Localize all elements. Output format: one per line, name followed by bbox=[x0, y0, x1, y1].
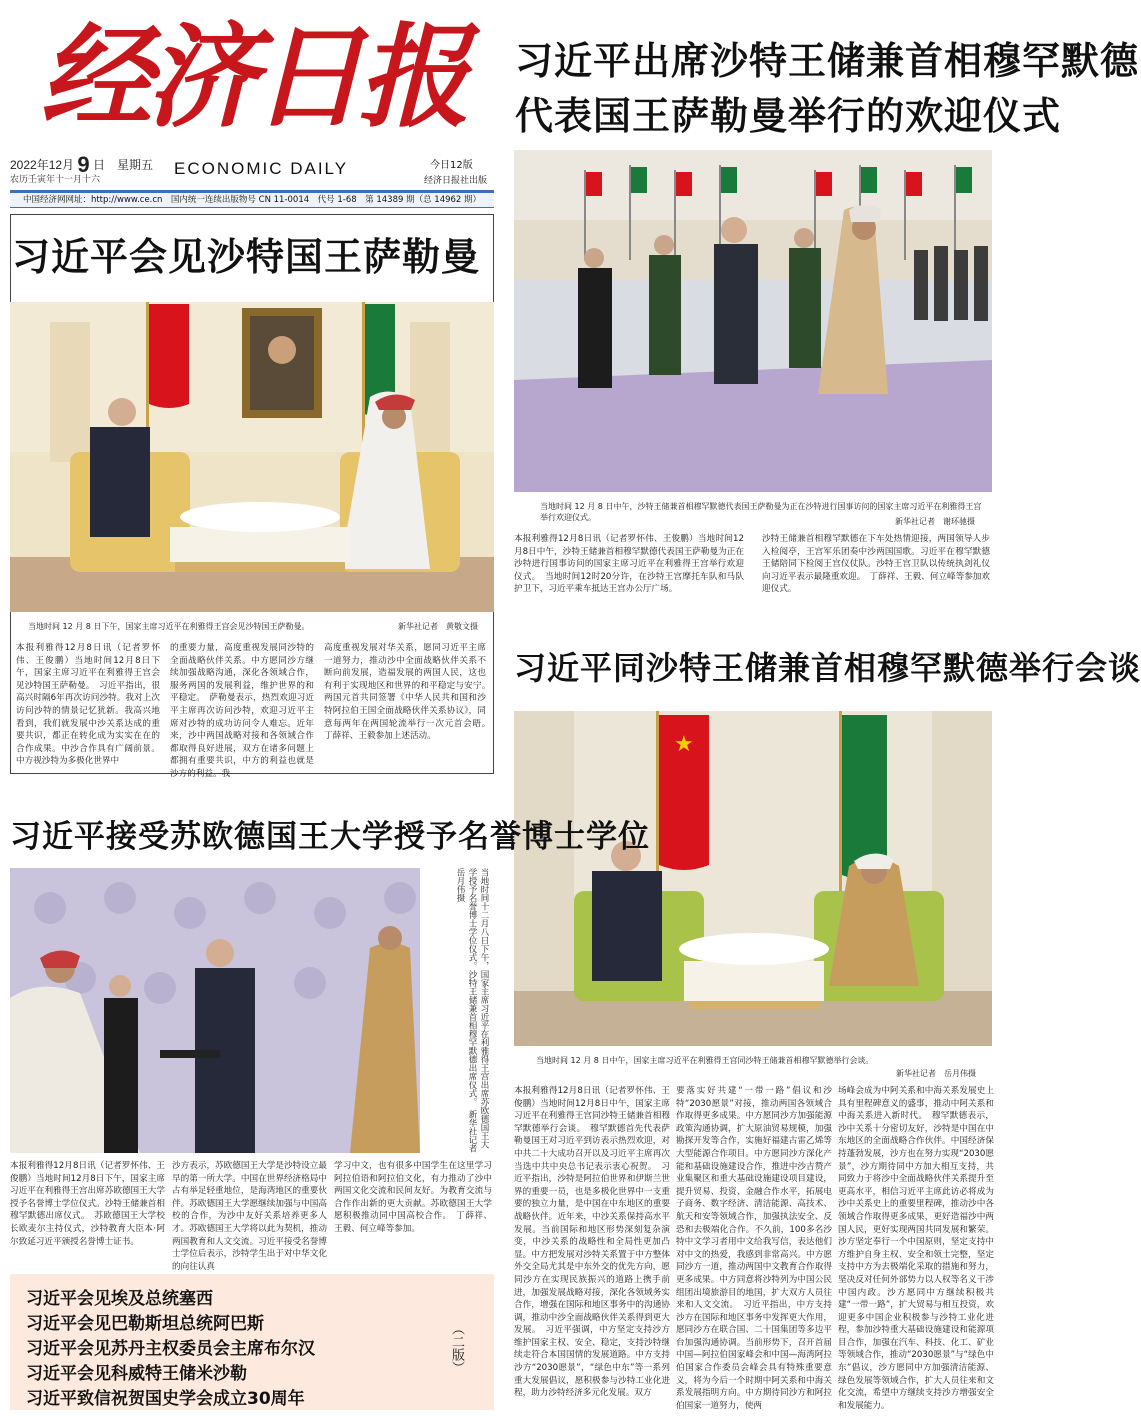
photo-crown-prince-talks bbox=[514, 711, 992, 1046]
credit-crown-prince-talks: 新华社记者 岳月伟摄 bbox=[896, 1069, 976, 1078]
headline-king-meeting: 习近平会见沙特国王萨勒曼 bbox=[12, 235, 481, 279]
body-degree-col3: 学习中文，也有很多中国学生在这里学习阿拉伯语和阿拉伯文化，有力推动了沙中两国文化交流和民间友好。为教育交流与合作作出新的更大贡献。苏欧德国王大学愿积极推动同中国高校合作。 丁薛祥、王毅、何立峰等参加。 bbox=[334, 1161, 492, 1234]
body-talks-col1: 本报利雅得12月8日讯（记者罗怀伟、王俊鹏）当地时间12月8日中午，国家主席习近平在利雅得王宫同沙特王储兼首相穆罕默德举行会谈。 穆罕默德首先代表萨勒曼国王对习近平到访表示热烈欢迎，对中共二十大成功召开以及习近平主席再次当选中共中央总书记表示衷心祝贺。 习近平指出，沙特是阿拉伯世界和伊斯兰世界的重要一员，也是多极化世界中一支重要的独立力量，是中国在中东地区的重要战略伙伴。近年来，中沙关系保持高水平发展。当前国际和地区形势深刻复杂演变，中沙关系的战略性和全局性更加凸显。中方把发展对沙特关系置于中方整体外交全局尤其是中东外交的优先方向，愿同沙方在实现民族振兴的道路上携手前进，加强发展战略对接，深化各领域务实合作，增强在国际和地区事务中的沟通协调，推动中沙全面战略伙伴关系得到更大发展。 习近平强调，中方坚定支持沙方维护国家主权、安全、稳定，支持沙特继续走符合本国国情的发展道路。中方支持沙方“2030愿景”，“绿色中东”等一系列重大发展倡议，愿积极参与沙特工业化进程，助力沙特经济多元化发展。双方 bbox=[514, 1086, 670, 1399]
today-pages: 今日12版 bbox=[430, 160, 473, 171]
headline-crown-prince-talks: 习近平同沙特王储兼首相穆罕默德举行会谈 bbox=[514, 649, 1141, 687]
credit-king-meeting: 新华社记者 黄敬文摄 bbox=[398, 622, 478, 631]
body-welcome-right: 沙特王储兼首相穆罕默德在下车处热情迎接，两国领导人步入检阅亭，王宫军乐团奏中沙两国国歌。习近平在穆罕默德王储陪同下检阅王宫仪仗队。沙特王宫卫队以传统执剑礼仪向习近平表示最隆重欢迎。 丁薛祥、王毅、何立峰等参加欢迎仪式。 bbox=[762, 534, 990, 595]
credit-welcome-ceremony: 新华社记者 谢环驰摄 bbox=[895, 517, 975, 526]
index-item[interactable]: 习近平会见埃及总统塞西 bbox=[26, 1289, 213, 1309]
index-item[interactable]: 习近平会见科威特王储米沙勒 bbox=[26, 1364, 247, 1384]
body-degree-col1: 本报利雅得12月8日讯（记者罗怀伟、王俊鹏）当地时间12月8日下午，国家主席习近平在利雅得王宫出席苏欧德国王大学授予名誉博士学位仪式。沙特王储兼首相穆罕默德出席仪式。 苏欧德国王大学校长欧麦尔主持仪式，沙特教育大臣本·阿尔致延习近平颁授名誉博士证书。 bbox=[10, 1161, 165, 1247]
index-box bbox=[10, 1274, 494, 1410]
caption-welcome-ceremony: 当地时间 12 月 8 日中午，沙特王储兼首相穆罕默德代表国王萨勒曼为正在沙特进行国事访问的国家主席习近平在利雅得王宫举行欢迎仪式。 bbox=[540, 502, 982, 522]
photo-welcome-ceremony bbox=[514, 150, 992, 492]
body-talks-col3: 场峰会成为中阿关系和中海关系发展史上具有里程碑意义的盛事，推动中阿关系和中海关系进入新时代。 穆罕默德表示，沙中关系十分密切友好，沙特是中国在中东地区的全面战略合作伙伴。中国经济保持蓬勃发展，沙方也在努力实现“2030愿景”，沙方期待同中方加大相互支持，共同致力于将沙中全面战略伙伴关系提升至更高水平，相信习近平主席此访必将成为沙中关系史上的重要里程碑，推动沙中各领域合作取得更多成果，更好造福沙中两国人民，更好实现两国共同发展和繁荣。沙方坚定奉行一个中国原则，坚定支持中方维护自身主权、安全和领土完整，坚定支持中方为去极端化采取的措施和努力，坚决反对任何外部势力以人权等名义干涉中国内政。沙方愿同中方继续积极共建“一带一路”，扩大贸易与相互投资，欢迎更多中国企业积极参与沙特工业化进程，参加沙特重大基础设施建设和能源项目合作，加强在汽车、科技、化工、矿业等领域合作，推动“2030愿景”与“绿色中东”倡议，沙方愿同中方加强清洁能源、绿色发展等领域合作，扩大人员往来和文化交流，希望中方继续支持沙方增强安全和发展能力。 bbox=[838, 1086, 994, 1411]
lunar-date: 农历壬寅年十一月十六 bbox=[10, 175, 101, 185]
body-king-col3: 高度重视发展对华关系，愿同习近平主席一道努力，推动沙中全面战略伙伴关系不断向前发展，造福发展的两国人民，这也有利于实现地区和世界的和平稳定与安宁。 两国元首共同签署《中华人民共和国和沙特阿拉伯王国全面战略伙伴关系协议》，同意每两年在两国轮流举行一次元首会晤。 丁薛祥、王毅参加上述活动。 bbox=[324, 643, 495, 742]
index-page-ref: （二版） bbox=[449, 1322, 464, 1374]
caption-crown-prince-talks: 当地时间 12 月 8 日中午，国家主席习近平在利雅得王宫同沙特王储兼首相穆罕默德举行会谈。 bbox=[536, 1056, 874, 1065]
issue-date: 2022年12月 9 日 星期五 bbox=[10, 152, 154, 177]
info-bar: 中国经济网网址：http://www.ce.cn 国内统一连续出版物号 CN 11-0014 代号 1-68 第 14389 期（总 14962 期） bbox=[10, 190, 494, 208]
index-item[interactable]: 习近平会见巴勒斯坦总统阿巴斯 bbox=[26, 1314, 264, 1334]
body-degree-col2: 沙方表示，苏欧德国王大学是沙特设立最早的第一所大学。中国在世界经济格局中占有举足轻重地位，是海湾地区的重要伙伴。苏欧德国王大学愿继续加强与中国高校的合作，为沙中友好关系培养更多人才。苏欧德国王大学将以此为契机，推动两国教育和人文交流。习近平接受名誉博士学位后表示，沙特学生出于对中华文化的向往认真 bbox=[172, 1161, 327, 1272]
index-item[interactable]: 习近平会见苏丹主权委员会主席布尔汉 bbox=[26, 1339, 315, 1359]
svg-text:★: ★ bbox=[674, 732, 694, 757]
masthead-logo: 经济日报 bbox=[40, 12, 464, 143]
headline-welcome-ceremony-1: 习近平出席沙特王储兼首相穆罕默德 bbox=[515, 39, 1140, 83]
headline-welcome-ceremony-2: 代表国王萨勒曼举行的欢迎仪式 bbox=[515, 94, 1062, 138]
publisher: 经济日报社出版 bbox=[424, 176, 488, 186]
caption-king-meeting: 当地时间 12 月 8 日下午，国家主席习近平在利雅得王宫会见沙特国王萨勒曼。 bbox=[28, 622, 310, 631]
body-welcome-left: 本报利雅得12月8日讯（记者罗怀伟、王俊鹏）当地时间12月8日中午，沙特王储兼首相穆罕默德代表国王萨勒曼为正在沙特进行国事访问的国家主席习近平在利雅得王宫举行欢迎仪式。 当地时间12时20分许，在沙特王宫摩托车队和马队护卫下，习近平乘车抵达王宫办公厅广场。 bbox=[514, 534, 744, 595]
english-name: ECONOMIC DAILY bbox=[174, 159, 349, 178]
photo-honorary-degree bbox=[10, 868, 420, 1153]
vertical-caption-honorary-degree: 当地时间十二月八日下午，国家主席习近平在利雅得王宫出席苏欧德国王大学授予名誉博士学位仪式。沙特王储兼首相穆罕默德出席仪式。 新华社记者 岳月伟摄 bbox=[455, 868, 489, 1162]
body-talks-col2: 要落实好共建“一带一路”倡议和沙特“2030愿景”对接，推动两国各领域合作取得更多成果。中方愿同沙方加强能源政策沟通协调，扩大原油贸易规模，加强勘探开发等合作，实施好福建古雷乙烯等大型能源合作项目。中方愿同沙方深化产能和基础设施建设合作，推进中沙吉赞产业集聚区和重大基础设施建设项目建设，提升贸易、投资、金融合作水平，拓展电子商务、数字经济、清洁能源、高技术、航天和安等领域合作，加强执法安全、反恐和去极端化合作。不久前，100多名沙特中文学习者用中文给我写信，表达他们对中文的热爱，我感到非常高兴。中方愿同沙方一道，推动两国中文教育合作取得更多成果。中方同意将沙特列为中国公民组团出境旅游目的地国，扩大双方人员往来和人文交流。 习近平指出，中方支持沙方在国际和地区事务中发挥更大作用，愿同沙方在联合国、二十国集团等多边平台加强沟通协调。当前形势下，召开首届中国—阿拉伯国家峰会和中国—海湾阿拉伯国家合作委员会峰会具有特殊重要意义，将为今后一个时期中阿关系和中海关系发展指明方向。中方期待同沙方和阿拉伯国家一道努力，使两 bbox=[676, 1086, 832, 1411]
photo-king-meeting bbox=[10, 302, 494, 612]
body-king-col2: 的重要力量，高度重视发展同沙特的全面战略伙伴关系。中方愿同沙方继续加强战略沟通，深化各领域合作，服务两国的发展利益，维护世界的和平稳定。 萨勒曼表示，热烈欢迎习近平主席再次访问沙特，欢迎习近平主席对沙特的成功访问令人难忘。近年来，沙中两国战略对接和各领域合作都取得良好进展，双方在诸多问题上都拥有重要共识，中方的利益也就是沙方的利益。我 bbox=[170, 643, 314, 779]
body-king-col1: 本报利雅得12月8日讯（记者罗怀伟、王俊鹏）当地时间12月8日下午，国家主席习近平在利雅得王宫会见沙特国王萨勒曼。 习近平指出，很高兴时隔6年再次访问沙特。我对上次访问沙特的情景记忆犹新。我高兴地看到，我们就发展中沙关系达成的重要共识，都正在转化成为实实在在的合作成果。中沙合作具有广阔前景。中方视沙特为多极化世界中 bbox=[16, 643, 160, 767]
headline-honorary-degree: 习近平接受苏欧德国王大学授予名誉博士学位 bbox=[10, 819, 650, 855]
index-item[interactable]: 习近平致信祝贺国史学会成立30周年 bbox=[26, 1389, 305, 1409]
